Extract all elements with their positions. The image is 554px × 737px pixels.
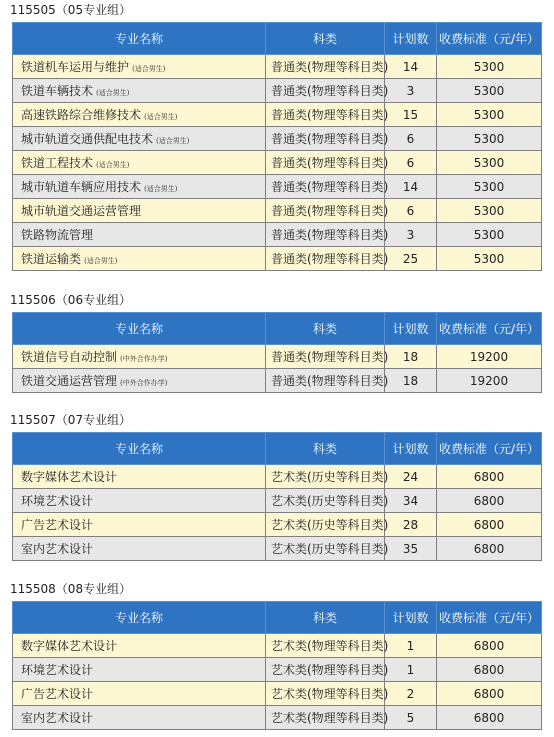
fee-text: 5300 <box>473 251 505 266</box>
plan-count-text: 34 <box>402 493 419 508</box>
fee-cell <box>437 658 542 682</box>
category-text: 艺术类(历史等科目类) <box>271 470 389 484</box>
fee-text: 6800 <box>473 541 505 556</box>
category-text: 普通类(物理等科目类) <box>271 252 389 266</box>
category-text: 普通类(物理等科目类) <box>271 60 389 74</box>
major-note: (适合男生) <box>156 137 190 145</box>
fee-cell <box>437 223 542 247</box>
fee-text: 6800 <box>473 686 505 701</box>
category-cell <box>266 537 389 561</box>
table-row <box>13 103 542 127</box>
table-row <box>13 513 542 537</box>
major-name-text: 铁道工程技术 <box>21 156 94 170</box>
major-name-text: 数字媒体艺术设计 <box>21 470 118 484</box>
header-category: 科类 <box>266 313 385 345</box>
header-fee: 收费标准（元/年） <box>437 433 542 465</box>
major-name-text: 铁道交通运营管理 <box>21 374 118 388</box>
table-row <box>13 127 542 151</box>
header-row <box>13 313 542 345</box>
major-note: (适合男生) <box>144 113 178 121</box>
header-plan: 计划数 <box>385 602 437 634</box>
category-cell <box>266 345 389 369</box>
major-name-text: 室内艺术设计 <box>21 711 94 725</box>
major-name-text: 铁路物流管理 <box>21 228 94 242</box>
major-name-cell <box>13 658 266 682</box>
major-name-cell <box>13 79 266 103</box>
fee-cell <box>437 199 542 223</box>
fee-text: 6800 <box>473 517 505 532</box>
plan-count-text: 3 <box>406 227 415 242</box>
major-note: (适合男生) <box>96 89 130 97</box>
plan-count-text: 6 <box>406 131 415 146</box>
header-fee: 收费标准（元/年） <box>437 602 542 634</box>
fee-text: 5300 <box>473 179 505 194</box>
category-text: 艺术类(历史等科目类) <box>271 518 389 532</box>
plan-count-cell <box>385 465 437 489</box>
major-note: (适合男生) <box>132 65 166 73</box>
header-category: 科类 <box>266 602 385 634</box>
fee-cell <box>437 247 542 271</box>
major-name-cell <box>13 151 266 175</box>
fee-text: 5300 <box>473 83 505 98</box>
header-row <box>13 23 542 55</box>
fee-cell <box>437 465 542 489</box>
fee-cell <box>437 634 542 658</box>
plan-count-cell <box>385 223 437 247</box>
table-row <box>13 658 542 682</box>
fee-cell <box>437 489 542 513</box>
table-row <box>13 79 542 103</box>
major-name-cell <box>13 127 266 151</box>
category-text: 普通类(物理等科目类) <box>271 156 389 170</box>
major-name-text: 城市轨道交通运营管理 <box>21 204 142 218</box>
category-text: 普通类(物理等科目类) <box>271 84 389 98</box>
plan-count-text: 5 <box>406 710 415 725</box>
header-plan: 计划数 <box>385 313 437 345</box>
fee-cell <box>437 345 542 369</box>
fee-cell <box>437 369 542 393</box>
major-name-text: 铁道信号自动控制 <box>21 350 118 364</box>
major-name-cell <box>13 489 266 513</box>
plan-count-cell <box>385 199 437 223</box>
major-name-cell <box>13 634 266 658</box>
major-name-cell <box>13 682 266 706</box>
major-name-cell <box>13 513 266 537</box>
fee-cell <box>437 103 542 127</box>
plan-count-text: 35 <box>402 541 419 556</box>
major-name-text: 环境艺术设计 <box>21 663 94 677</box>
fee-text: 6800 <box>473 469 505 484</box>
category-text: 普通类(物理等科目类) <box>271 228 389 242</box>
header-fee: 收费标准（元/年） <box>437 313 542 345</box>
category-cell <box>266 127 389 151</box>
major-name-text: 环境艺术设计 <box>21 494 94 508</box>
plan-count-text: 24 <box>402 469 419 484</box>
category-text: 普通类(物理等科目类) <box>271 180 389 194</box>
plan-count-text: 15 <box>402 107 419 122</box>
category-text: 普通类(物理等科目类) <box>271 108 389 122</box>
plan-count-cell <box>385 55 437 79</box>
category-cell <box>266 489 389 513</box>
major-name-cell <box>13 199 266 223</box>
fee-text: 6800 <box>473 638 505 653</box>
category-cell <box>266 682 389 706</box>
table-row <box>13 706 542 730</box>
fee-cell <box>437 682 542 706</box>
plan-count-cell <box>385 513 437 537</box>
plan-count-cell <box>385 682 437 706</box>
plan-count-text: 14 <box>402 179 419 194</box>
header-row <box>13 602 542 634</box>
plan-count-cell <box>385 345 437 369</box>
plan-count-text: 2 <box>406 686 415 701</box>
header-name: 专业名称 <box>13 602 266 634</box>
header-name: 专业名称 <box>13 23 266 55</box>
plan-count-cell <box>385 706 437 730</box>
table-row <box>13 537 542 561</box>
major-name-cell <box>13 103 266 127</box>
category-cell <box>266 55 389 79</box>
category-cell <box>266 175 389 199</box>
category-cell <box>266 151 389 175</box>
plan-count-text: 1 <box>406 662 415 677</box>
fee-text: 5300 <box>473 59 505 74</box>
major-name-text: 室内艺术设计 <box>21 542 94 556</box>
plan-count-text: 18 <box>402 373 419 388</box>
group-title: 115506（06专业组） <box>10 293 132 307</box>
fee-cell <box>437 513 542 537</box>
header-category: 科类 <box>266 433 385 465</box>
header-row <box>13 433 542 465</box>
plan-count-cell <box>385 175 437 199</box>
plan-count-text: 28 <box>402 517 419 532</box>
plan-count-cell <box>385 658 437 682</box>
major-name-cell <box>13 465 266 489</box>
category-text: 普通类(物理等科目类) <box>271 350 389 364</box>
plan-count-cell <box>385 79 437 103</box>
major-note: (适合男生) <box>84 257 118 265</box>
plan-count-text: 1 <box>406 638 415 653</box>
major-name-cell <box>13 706 266 730</box>
major-name-cell <box>13 369 266 393</box>
plan-count-cell <box>385 247 437 271</box>
category-cell <box>266 706 389 730</box>
major-note: (适合男生) <box>144 185 178 193</box>
fee-text: 5300 <box>473 227 505 242</box>
major-name-text: 铁道运输类 <box>21 252 82 266</box>
major-name-text: 城市轨道交通供配电技术 <box>21 132 154 146</box>
plan-count-cell <box>385 634 437 658</box>
fee-cell <box>437 706 542 730</box>
table-row <box>13 175 542 199</box>
category-text: 普通类(物理等科目类) <box>271 132 389 146</box>
major-name-cell <box>13 247 266 271</box>
fee-cell <box>437 175 542 199</box>
table-row <box>13 345 542 369</box>
category-text: 艺术类(物理等科目类) <box>271 687 389 701</box>
table-row <box>13 247 542 271</box>
group-title: 115505（05专业组） <box>10 3 132 17</box>
major-name-text: 城市轨道车辆应用技术 <box>21 180 142 194</box>
category-text: 艺术类(物理等科目类) <box>271 663 389 677</box>
plan-count-cell <box>385 369 437 393</box>
major-note: (适合男生) <box>96 161 130 169</box>
table-row <box>13 223 542 247</box>
category-text: 普通类(物理等科目类) <box>271 374 389 388</box>
header-plan: 计划数 <box>385 23 437 55</box>
table-row <box>13 465 542 489</box>
fee-text: 6800 <box>473 493 505 508</box>
category-cell <box>266 634 389 658</box>
table-row <box>13 151 542 175</box>
plan-count-cell <box>385 537 437 561</box>
category-cell <box>266 103 389 127</box>
major-name-cell <box>13 175 266 199</box>
category-cell <box>266 247 389 271</box>
plan-count-cell <box>385 103 437 127</box>
major-name-text: 广告艺术设计 <box>21 518 94 532</box>
category-cell <box>266 369 389 393</box>
category-cell <box>266 465 389 489</box>
table-row <box>13 369 542 393</box>
fee-text: 5300 <box>473 131 505 146</box>
fee-text: 19200 <box>469 349 509 364</box>
fee-text: 6800 <box>473 662 505 677</box>
table-row <box>13 55 542 79</box>
category-text: 艺术类(历史等科目类) <box>271 494 389 508</box>
category-cell <box>266 223 389 247</box>
group-title: 115507（07专业组） <box>10 413 132 427</box>
fee-cell <box>437 127 542 151</box>
fee-cell <box>437 55 542 79</box>
plan-count-cell <box>385 151 437 175</box>
major-name-text: 高速铁路综合维修技术 <box>21 108 142 122</box>
plan-count-text: 14 <box>402 59 419 74</box>
table-row <box>13 634 542 658</box>
plan-count-text: 6 <box>406 203 415 218</box>
category-text: 艺术类(物理等科目类) <box>271 639 389 653</box>
group-title: 115508（08专业组） <box>10 582 132 596</box>
category-cell <box>266 199 389 223</box>
fee-text: 5300 <box>473 203 505 218</box>
category-text: 艺术类(物理等科目类) <box>271 711 389 725</box>
major-table <box>12 22 542 271</box>
plan-count-cell <box>385 127 437 151</box>
category-text: 艺术类(历史等科目类) <box>271 542 389 556</box>
category-cell <box>266 79 389 103</box>
major-name-text: 铁道车辆技术 <box>21 84 94 98</box>
plan-count-text: 25 <box>402 251 419 266</box>
table-row <box>13 682 542 706</box>
major-table <box>12 601 542 730</box>
header-name: 专业名称 <box>13 433 266 465</box>
major-table <box>12 432 542 561</box>
fee-text: 5300 <box>473 155 505 170</box>
fee-text: 6800 <box>473 710 505 725</box>
major-name-text: 数字媒体艺术设计 <box>21 639 118 653</box>
major-name-cell <box>13 55 266 79</box>
fee-cell <box>437 537 542 561</box>
major-name-cell <box>13 345 266 369</box>
fee-cell <box>437 79 542 103</box>
category-cell <box>266 658 389 682</box>
major-name-text: 铁道机车运用与维护 <box>21 60 130 74</box>
header-fee: 收费标准（元/年） <box>437 23 542 55</box>
plan-count-text: 18 <box>402 349 419 364</box>
plan-count-text: 3 <box>406 83 415 98</box>
fee-cell <box>437 151 542 175</box>
header-category: 科类 <box>266 23 385 55</box>
major-name-cell <box>13 223 266 247</box>
table-row <box>13 489 542 513</box>
category-text: 普通类(物理等科目类) <box>271 204 389 218</box>
table-row <box>13 199 542 223</box>
header-name: 专业名称 <box>13 313 266 345</box>
major-name-cell <box>13 537 266 561</box>
fee-text: 5300 <box>473 107 505 122</box>
header-plan: 计划数 <box>385 433 437 465</box>
major-note: (中外合作办学) <box>120 355 168 363</box>
plan-count-cell <box>385 489 437 513</box>
category-cell <box>266 513 389 537</box>
major-note: (中外合作办学) <box>120 379 168 387</box>
fee-text: 19200 <box>469 373 509 388</box>
major-name-text: 广告艺术设计 <box>21 687 94 701</box>
major-table <box>12 312 542 393</box>
plan-count-text: 6 <box>406 155 415 170</box>
